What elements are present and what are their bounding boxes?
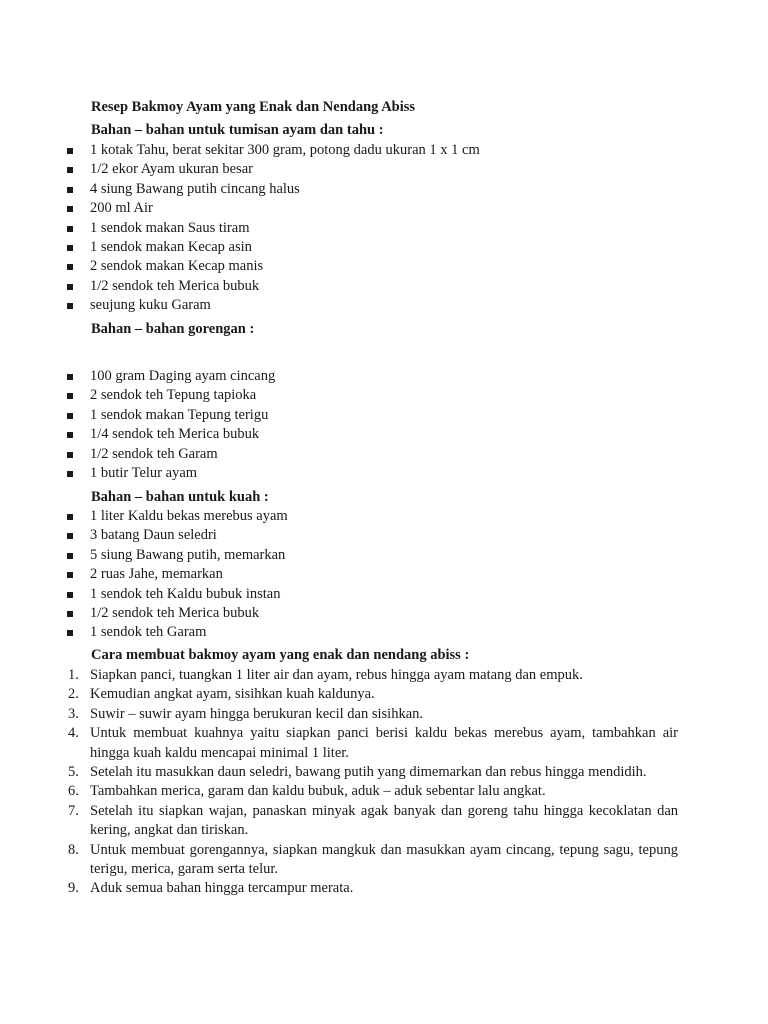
list-item — [0, 199, 768, 218]
bullet-square-icon — [67, 533, 73, 539]
step-number: 2. — [68, 686, 79, 703]
step-text: Suwir – suwir ayam hingga berukuran kecil dan sisihkan. — [90, 705, 424, 722]
recipe-title: Resep Bakmoy Ayam yang Enak dan Nendang Abiss — [91, 99, 416, 115]
step-item — [0, 802, 768, 841]
list-item-text: 2 sendok makan Kecap manis — [90, 258, 264, 275]
list-item-text: seujung kuku Garam — [90, 297, 211, 314]
list-item — [0, 425, 768, 444]
bullet-square-icon — [67, 572, 73, 578]
bullet-square-icon — [67, 226, 73, 232]
bullet-square-icon — [67, 413, 73, 419]
list-item-text: 1/2 sendok teh Garam — [90, 445, 218, 462]
bullet-square-icon — [67, 187, 73, 193]
list-item-text: 200 ml Air — [90, 200, 153, 217]
bullet-square-icon — [67, 471, 73, 477]
step-text: Setelah itu masukkan daun seledri, bawang putih yang dimemarkan dan rebus hingga mendidih. — [90, 764, 647, 781]
list-item-text: 1/2 sendok teh Merica bubuk — [90, 604, 260, 621]
step-item — [0, 763, 768, 782]
step-text: Untuk membuat gorengannya, siapkan mangkuk dan masukkan ayam cincang, tepung sagu, tepung terigu, merica, garam serta telur. — [90, 841, 678, 878]
heading-cara: Cara membuat bakmoy ayam yang enak dan nendang abiss : — [91, 647, 470, 663]
step-text: Setelah itu siapkan wajan, panaskan minyak agak banyak dan goreng tahu hingga kecoklatan dan kering, angkat dan tiriskan. — [90, 802, 678, 839]
bullet-square-icon — [67, 393, 73, 399]
list-item — [0, 386, 768, 405]
step-number: 1. — [68, 667, 79, 683]
list-item-text: 5 siung Bawang putih, memarkan — [90, 546, 286, 563]
list-item-text: 1 butir Telur ayam — [90, 464, 198, 481]
bullet-square-icon — [67, 374, 73, 380]
list-item-text: 1 sendok teh Kaldu bubuk instan — [90, 585, 281, 602]
bullet-square-icon — [67, 167, 73, 173]
list-item-text: 1 liter Kaldu bekas merebus ayam — [90, 508, 288, 524]
bullet-square-icon — [67, 630, 73, 636]
list-item — [0, 180, 768, 199]
list-item — [0, 546, 768, 565]
list-item — [0, 160, 768, 179]
step-text: Aduk semua bahan hingga tercampur merata. — [90, 880, 354, 897]
list-item — [0, 565, 768, 584]
list-item — [0, 526, 768, 545]
list-item — [0, 257, 768, 276]
list-item — [0, 507, 768, 526]
step-number: 8. — [68, 841, 79, 858]
step-text: Kemudian angkat ayam, sisihkan kuah kaldunya. — [90, 686, 375, 703]
bullet-square-icon — [67, 592, 73, 598]
list-item-text: 1/2 sendok teh Merica bubuk — [90, 277, 260, 294]
step-text: Untuk membuat kuahnya yaitu siapkan panci berisi kaldu bekas merebus ayam, tambahkan air hingga kuah kaldu mencapai minimal 1 liter. — [90, 725, 678, 761]
list-item-text: 1/4 sendok teh Merica bubuk — [90, 426, 260, 443]
step-item — [0, 685, 768, 704]
bullet-square-icon — [67, 148, 73, 154]
step-number: 7. — [68, 802, 79, 819]
list-item — [0, 464, 768, 483]
list-item — [0, 604, 768, 623]
list-item — [0, 219, 768, 238]
list-item-text: 1 sendok makan Kecap asin — [90, 238, 252, 255]
list-steps — [0, 666, 768, 899]
step-item — [0, 879, 768, 898]
list-gorengan — [0, 367, 768, 483]
heading-kuah: Bahan – bahan untuk kuah : — [91, 489, 269, 505]
bullet-square-icon — [67, 452, 73, 458]
list-item-text: 2 sendok teh Tepung tapioka — [90, 387, 257, 404]
step-item — [0, 666, 768, 685]
step-text: Tambahkan merica, garam dan kaldu bubuk, aduk – aduk sebentar lalu angkat. — [90, 783, 546, 800]
list-item — [0, 367, 768, 386]
list-tumisan — [0, 141, 768, 316]
list-item-text: 1 sendok makan Tepung terigu — [90, 406, 269, 423]
list-item — [0, 296, 768, 315]
list-item-text: 1 sendok makan Saus tiram — [90, 219, 250, 236]
list-item — [0, 141, 768, 160]
step-number: 3. — [68, 705, 79, 722]
step-item — [0, 705, 768, 724]
step-item — [0, 724, 768, 763]
bullet-square-icon — [67, 245, 73, 251]
list-item-text: 3 batang Daun seledri — [90, 527, 217, 544]
list-item-text: 1 kotak Tahu, berat sekitar 300 gram, potong dadu ukuran 1 x 1 cm — [90, 142, 480, 158]
bullet-square-icon — [67, 514, 73, 520]
list-item — [0, 445, 768, 464]
list-item-text: 4 siung Bawang putih cincang halus — [90, 180, 300, 197]
heading-gorengan: Bahan – bahan gorengan : — [91, 321, 255, 337]
list-item-text: 1/2 ekor Ayam ukuran besar — [90, 161, 253, 178]
step-number: 6. — [68, 783, 79, 800]
step-text: Siapkan panci, tuangkan 1 liter air dan ayam, rebus hingga ayam matang dan empuk. — [90, 667, 583, 683]
bullet-square-icon — [67, 303, 73, 309]
list-item — [0, 277, 768, 296]
bullet-square-icon — [67, 611, 73, 617]
bullet-square-icon — [67, 264, 73, 270]
list-item — [0, 623, 768, 642]
list-kuah — [0, 507, 768, 643]
list-item-text: 100 gram Daging ayam cincang — [90, 368, 276, 384]
list-item — [0, 585, 768, 604]
bullet-square-icon — [67, 206, 73, 212]
bullet-square-icon — [67, 432, 73, 438]
step-number: 5. — [68, 764, 79, 781]
step-item — [0, 841, 768, 880]
step-number: 4. — [68, 725, 79, 742]
step-number: 9. — [68, 880, 79, 897]
heading-tumisan: Bahan – bahan untuk tumisan ayam dan tahu : — [91, 122, 384, 138]
step-item — [0, 782, 768, 801]
bullet-square-icon — [67, 284, 73, 290]
bullet-square-icon — [67, 553, 73, 559]
list-item-text: 1 sendok teh Garam — [90, 624, 207, 641]
list-item-text: 2 ruas Jahe, memarkan — [90, 566, 223, 583]
list-item — [0, 238, 768, 257]
list-item — [0, 406, 768, 425]
